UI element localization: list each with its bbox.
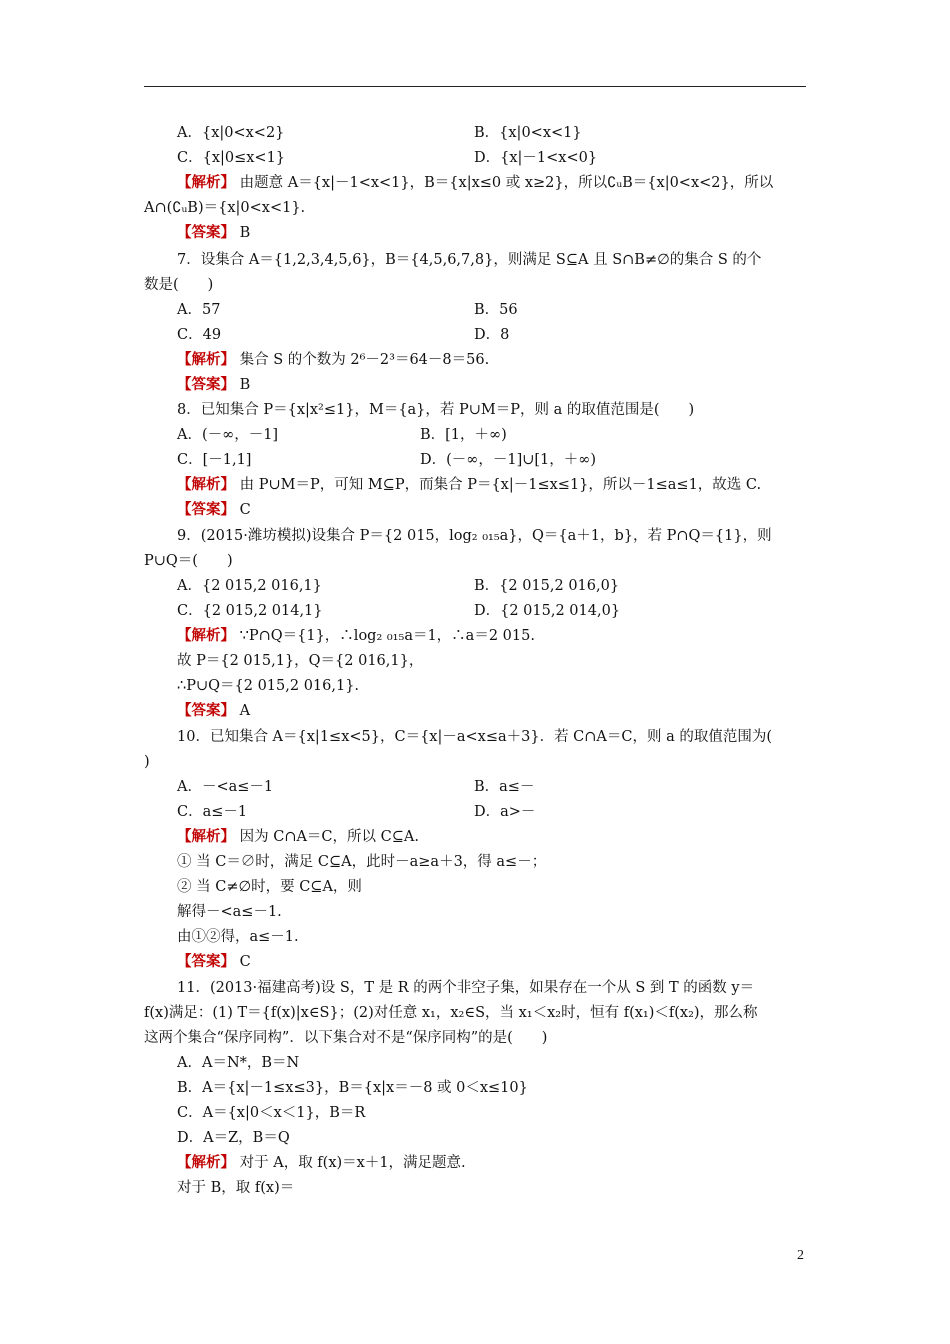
line-text: C．a≤－1 — [177, 804, 248, 820]
line-text: B．{x|0<x<1} — [474, 125, 582, 141]
text-line — [474, 576, 619, 596]
line-text: C — [235, 954, 251, 970]
text-line — [177, 626, 535, 646]
line-text: 故 P＝{2 015,1}，Q＝{2 016,1}， — [177, 653, 424, 669]
text-line — [177, 526, 772, 546]
line-text: B．a≤－ — [474, 779, 535, 795]
text-line — [144, 198, 305, 218]
line-text: ) — [144, 754, 150, 770]
line-text: ① 当 C＝∅时，满足 C⊆A，此时－a≥a＋3，得 a≤－； — [177, 854, 547, 870]
text-line — [177, 802, 247, 822]
text-line — [177, 701, 250, 721]
line-text: C — [235, 502, 251, 518]
text-line — [177, 450, 251, 470]
line-text: A．A＝N*，B＝N — [177, 1055, 300, 1071]
line-text: 这两个集合“保序同构”．以下集合对不是“保序同构”的是( ) — [144, 1030, 548, 1046]
page-number: 2 — [797, 1248, 804, 1263]
text-line — [474, 777, 534, 797]
line-text: 10．已知集合 A＝{x|1≤x<5}，C＝{x|－a<x≤a＋3}．若 C∩A＝C，则 a 的取值范围为( — [177, 729, 773, 745]
text-line — [420, 425, 507, 445]
text-line — [474, 325, 509, 345]
line-text: P∪Q＝( ) — [144, 553, 233, 569]
line-text: B．56 — [474, 302, 518, 318]
line-text: D．{2 015,2 014,0} — [474, 603, 621, 619]
text-line — [177, 952, 251, 972]
text-line — [177, 877, 362, 897]
line-text: D．A＝Z，B＝Q — [177, 1130, 290, 1146]
line-text: A．{2 015,2 016,1} — [177, 578, 322, 594]
line-text: A．(－∞，－1] — [177, 427, 279, 443]
section-tag: 【答案】 — [177, 702, 235, 719]
section-tag: 【解析】 — [177, 627, 235, 644]
text-line — [474, 802, 535, 822]
line-text: B．A＝{x|－1≤x≤3}，B＝{x|x＝－8 或 0＜x≤10} — [177, 1080, 528, 1096]
text-line — [177, 375, 250, 395]
text-line — [177, 1178, 294, 1198]
line-text: D．8 — [474, 327, 510, 343]
text-line — [177, 250, 761, 270]
section-tag: 【答案】 — [177, 501, 235, 518]
text-line — [177, 902, 282, 922]
line-text: D．a>－ — [474, 804, 536, 820]
header-rule — [144, 86, 806, 87]
text-line — [177, 1128, 290, 1148]
text-line — [177, 325, 221, 345]
section-tag: 【解析】 — [177, 828, 235, 845]
line-text: ② 当 C≠∅时，要 C⊆A，则 — [177, 879, 362, 895]
line-text: A．{x|0<x<2} — [177, 125, 285, 141]
line-text: ∴P∪Q＝{2 015,2 016,1}. — [177, 678, 360, 694]
line-text: A．－<a≤－1 — [177, 779, 274, 795]
text-line — [177, 777, 273, 797]
line-text: C．{2 015,2 014,1} — [177, 603, 323, 619]
line-text: 由①②得，a≤－1. — [177, 929, 299, 945]
text-line — [474, 300, 518, 320]
text-line — [177, 300, 220, 320]
line-text: C．[－1,1] — [177, 452, 252, 468]
line-text: C．{x|0≤x<1} — [177, 150, 286, 166]
text-line — [474, 601, 620, 621]
text-line — [177, 601, 323, 621]
text-line — [177, 223, 250, 243]
text-line — [177, 727, 772, 747]
text-line — [177, 852, 546, 872]
line-text: 对于 A，取 f(x)＝x＋1，满足题意. — [235, 1155, 466, 1171]
line-text: ∵P∩Q＝{1}，∴log₂ ₀₁₅a＝1，∴a＝2 015. — [235, 628, 535, 644]
line-text: A∩(∁ᵤB)＝{x|0<x<1}. — [144, 200, 306, 216]
line-text: 解得－<a≤－1. — [177, 904, 282, 920]
text-line — [177, 1053, 299, 1073]
line-text: B．[1，＋∞) — [420, 427, 507, 443]
section-tag: 【答案】 — [177, 224, 235, 241]
text-line — [177, 475, 761, 495]
text-line — [177, 576, 322, 596]
section-tag: 【解析】 — [177, 351, 235, 368]
line-text: B — [235, 377, 251, 393]
text-line — [177, 148, 285, 168]
text-line — [177, 123, 284, 143]
text-line — [144, 1003, 758, 1023]
text-line — [177, 1103, 365, 1123]
line-text: f(x)满足：(1) T＝{f(x)|x∈S}；(2)对任意 x₁，x₂∈S，当 x₁＜x₂时，恒有 f(x₁)＜f(x₂)，那么称 — [144, 1005, 758, 1021]
line-text: 8．已知集合 P＝{x|x²≤1}，M＝{a}，若 P∪M＝P，则 a 的取值范围是( ) — [177, 402, 695, 418]
line-text: 由 P∪M＝P，可知 M⊆P，而集合 P＝{x|－1≤x≤1}，所以－1≤a≤1，故选 C. — [235, 477, 762, 493]
line-text: 因为 C∩A＝C，所以 C⊆A. — [235, 829, 419, 845]
text-line — [177, 651, 423, 671]
line-text: 11．(2013·福建高考)设 S，T 是 R 的两个非空子集，如果存在一个从 S 到 T 的函数 y＝ — [177, 980, 755, 996]
text-line — [144, 752, 150, 772]
section-tag: 【解析】 — [177, 174, 235, 191]
line-text: D．{x|－1<x<0} — [474, 150, 598, 166]
text-line — [177, 350, 489, 370]
section-tag: 【解析】 — [177, 476, 235, 493]
text-line — [177, 676, 359, 696]
text-line — [474, 148, 597, 168]
section-tag: 【答案】 — [177, 376, 235, 393]
text-line — [420, 450, 596, 470]
line-text: 对于 B，取 f(x)＝ — [177, 1180, 295, 1196]
section-tag: 【答案】 — [177, 953, 235, 970]
line-text: D．(－∞，－1]∪[1，＋∞) — [420, 452, 597, 468]
line-text: 9．(2015·潍坊模拟)设集合 P＝{2 015，log₂ ₀₁₅a}，Q＝{a＋1，b}，若 P∩Q＝{1}，则 — [177, 528, 772, 544]
line-text: 集合 S 的个数为 2⁶－2³＝64－8＝56. — [235, 352, 490, 368]
text-line — [177, 425, 278, 445]
text-line — [177, 1078, 528, 1098]
line-text: A — [235, 703, 251, 719]
line-text: A．57 — [177, 302, 221, 318]
text-line — [177, 978, 754, 998]
line-text: C．49 — [177, 327, 222, 343]
section-tag: 【解析】 — [177, 1154, 235, 1171]
line-text: C．A＝{x|0＜x＜1}，B＝R — [177, 1105, 366, 1121]
text-line — [474, 123, 582, 143]
text-line — [177, 827, 419, 847]
line-text: 7．设集合 A＝{1,2,3,4,5,6}，B＝{4,5,6,7,8}，则满足 S⊆A 且 S∩B≠∅的集合 S 的个 — [177, 252, 762, 268]
line-text: 由题意 A＝{x|－1<x<1}，B＝{x|x≤0 或 x≥2}，所以∁ᵤB＝{x|0<x<2}，所以 — [235, 175, 774, 191]
text-line — [144, 275, 213, 295]
text-line — [177, 927, 299, 947]
line-text: B．{2 015,2 016,0} — [474, 578, 620, 594]
line-text: 数是( ) — [144, 277, 214, 293]
text-line — [177, 173, 773, 193]
text-line — [177, 400, 694, 420]
text-line — [177, 500, 251, 520]
line-text: B — [235, 225, 251, 241]
text-line — [177, 1153, 466, 1173]
text-line — [144, 551, 233, 571]
text-line — [144, 1028, 547, 1048]
